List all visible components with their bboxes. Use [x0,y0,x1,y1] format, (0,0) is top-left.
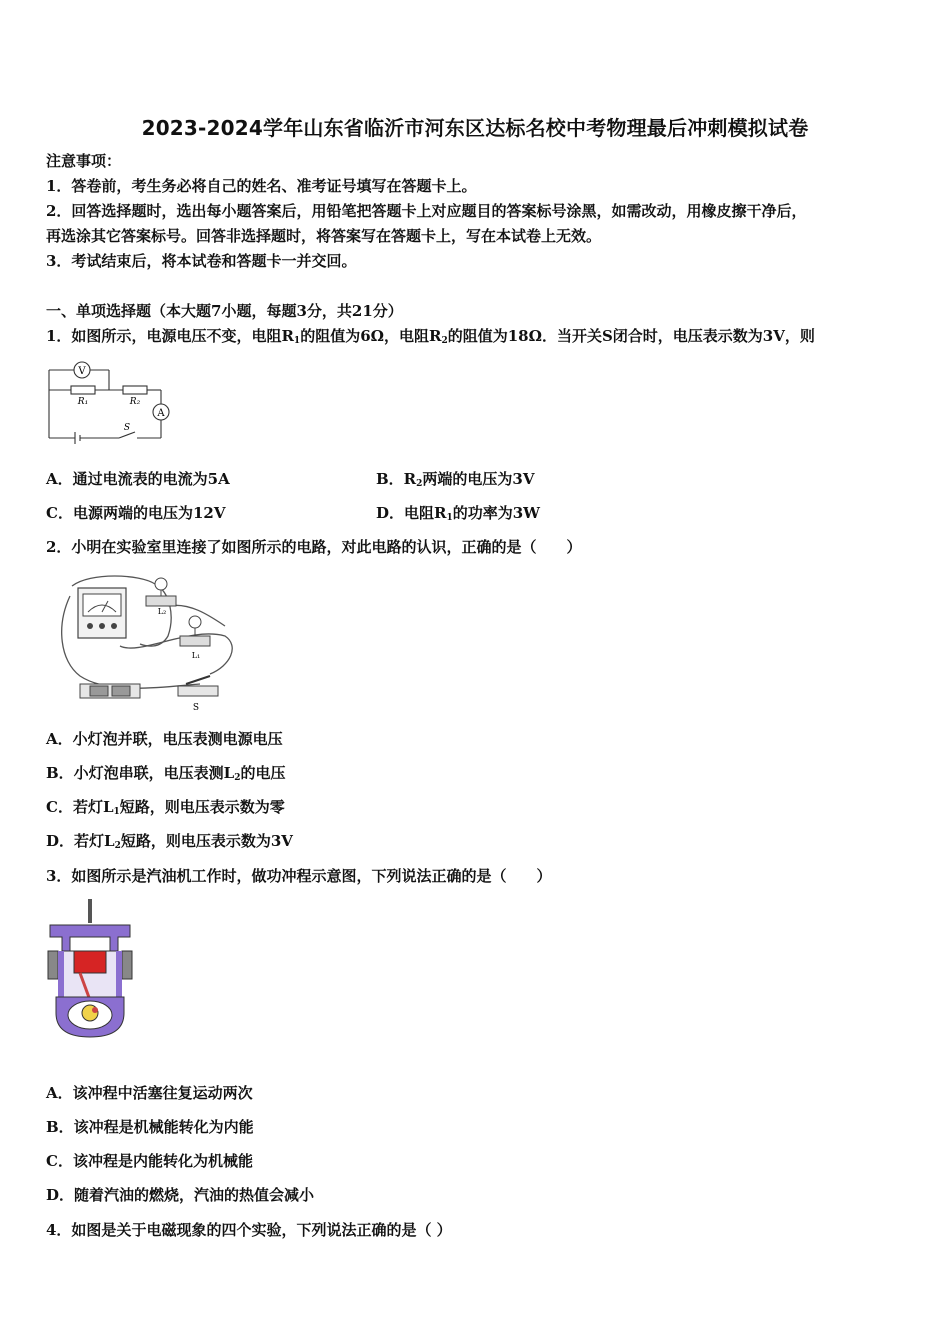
question-2-stem: 2．小明在实验室里连接了如图所示的电路，对此电路的认识，正确的是（ ） [46,538,582,556]
q2-option-d: D．若灯$L_2$短路，则电压表示数为3V [46,832,293,851]
q3-option-d: D．随着汽油的燃烧，汽油的热值会减小 [46,1186,315,1204]
notice-item-2-cont: 再选涂其它答案标号。回答非选择题时，将答案写在答题卡上，写在本试卷上无效。 [46,227,602,245]
question-1-stem: 1．如图所示，电源电压不变，电阻$R_1$的阻值为6Ω，电阻$R_2$的阻值为18Ω．当开关S闭合时，电压表示数为3V，则 [46,327,815,346]
page-title: 2023-2024学年山东省临沂市河东区达标名校中考物理最后冲刺模拟试卷 [141,116,809,140]
lamp-l2-label: L₂ [157,607,167,616]
section-heading: 一、单项选择题（本大题7小题，每题3分，共21分） [46,302,403,320]
switch-label: S [123,423,131,433]
notice-item-1: 1．答卷前，考生务必将自己的姓名、准考证号填写在答题卡上。 [46,177,477,195]
voltmeter-label: V [78,366,86,377]
notice-heading: 注意事项： [46,152,122,170]
switch-label: S [192,703,200,713]
engine-diagram-q3 [40,895,140,1045]
ammeter-label: A [157,408,165,419]
circuit-photo-q2 [50,566,240,716]
q2-option-c: C．若灯$L_1$短路，则电压表示数为零 [46,798,285,817]
q3-option-c: C．该冲程是内能转化为机械能 [46,1152,253,1170]
q1-option-d: D．电阻$R_1$的功率为3W [376,504,541,523]
q1-option-b: B．$R_2$两端的电压为3V [376,470,535,489]
q3-option-b: B．该冲程是机械能转化为内能 [46,1118,254,1136]
q1-option-a: A．通过电流表的电流为5A [46,470,230,488]
q2-option-a: A．小灯泡并联，电压表测电源电压 [46,730,283,748]
r1-label: R₁ [77,397,89,407]
question-3-stem: 3．如图所示是汽油机工作时，做功冲程示意图，下列说法正确的是（ ） [46,867,552,885]
r2-label: R₂ [129,397,141,407]
q1-option-c: C．电源两端的电压为12V [46,504,226,522]
notice-item-2: 2．回答选择题时，选出每小题答案后，用铅笔把答题卡上对应题目的答案标号涂黑，如需改动，用橡皮擦干净后， [46,202,807,220]
lamp-l1-label: L₁ [191,651,201,660]
q2-option-b: B．小灯泡串联，电压表测$L_2$的电压 [46,764,286,783]
question-4-stem: 4．如图是关于电磁现象的四个实验，下列说法正确的是（ ） [46,1221,452,1239]
notice-item-3: 3．考试结束后，将本试卷和答题卡一并交回。 [46,252,357,270]
circuit-diagram-q1 [45,358,175,444]
q3-option-a: A．该冲程中活塞往复运动两次 [46,1084,253,1102]
